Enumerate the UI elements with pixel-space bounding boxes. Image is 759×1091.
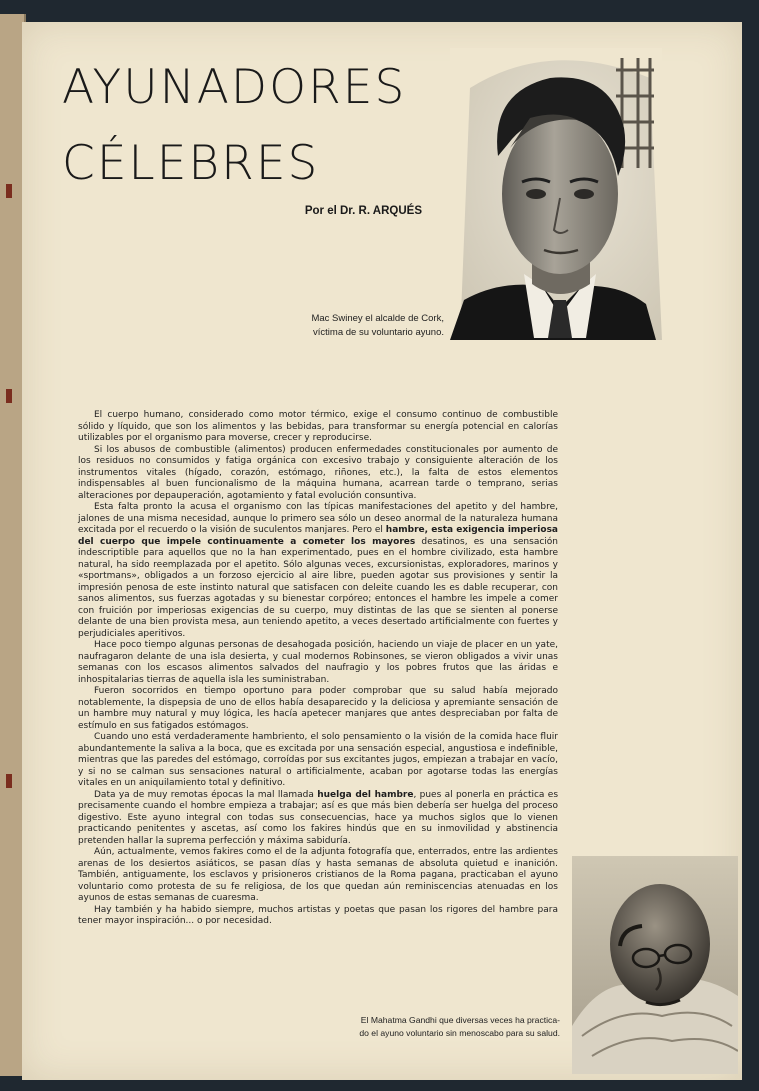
article-paragraph — [78, 790, 558, 848]
article-title-line-1: AYUNADORES — [62, 60, 407, 115]
paragraph-text: Si los abusos de combustible (alimentos) producen enfermedades constitucionales por aumento de los residuos no consumidos y fatiga orgánica con excesivo trabajo y consiguiente alteración de los instrumentos vitales (hígado, corazón, estómago, riñones, etc.), la falta de estos elementos indispensables al buen funcionalismo de la máquina humana, acarrean tarde o temprano, serias alteraciones por depauperación, agotamiento y fatal evolución consuntiva. — [78, 444, 558, 501]
article-paragraph — [78, 640, 558, 686]
emphasized-text: hambre, esta exigencia imperiosa del cuerpo que impele continuamente a cometer los mayores — [78, 525, 558, 547]
article-paragraph — [78, 732, 558, 790]
paragraph-text: El cuerpo humano, considerado como motor térmico, exige el consumo continuo de combustible sólido y líquido, que son los alimentos y las bebidas, para transformar su energía potencial en calorías utilizables por el organismo para moverse, crecer y reproducirse. — [78, 410, 558, 443]
paragraph-text: desatinos, es una sensación indescriptible para aquellos que no la han experimentado, pues en el hombre civilizado, esta hambre natural, ha sido reemplazada por el apetito. Sólo algunas veces, excursionistas, exploradores, marinos y «sportmans», obligados a un forzoso ejercicio al aire libre, pueden agotar sus provisiones y sentir la impresión penosa de este instinto natural que satisfacen con deleite cuando les es dable recuperar, con sanos alimentos, sus fuerzas agotadas y su bienestar corpóreo; entonces el hambre les impele a comer con fruición por imperiosas exigencias de su cuerpo, muy distintas de las que se sienten al ponerse delante de una bien provista mesa, aun teniendo apetito, a veces desertado artificialmente con fuertes y perjudiciales aperitivos. — [78, 536, 558, 639]
article-paragraph — [78, 502, 558, 640]
magazine-page — [22, 22, 742, 1080]
paragraph-text: Fueron socorridos en tiempo oportuno para poder comprobar que su salud había mejorado notablemente, la dispepsia de uno de ellos había desaparecido y la deliciosa y apremiante sensación de un hambre muy natural y muy lógica, les hacía apetecer manjares que antes despreciaban por falta de estímulo en sus fatigados estómagos. — [78, 686, 558, 731]
article-title-line-2: CÉLEBRES — [62, 136, 320, 191]
article-paragraph — [78, 410, 558, 445]
paragraph-text: Cuando uno está verdaderamente hambriento, el solo pensamiento o la visión de la comida hace fluir abundantemente la saliva a la boca, que es excitada por una sensación especial, angustiosa e indefinible, mientras que las paredes del estómago, corroídas por sus excitantes jugos, empiezan a trabajar en vacío, y si no se calman sus sensaciones natural o artificialmente, acaban por agotarse todas las energías vitales en un aniquilamiento total y definitivo. — [78, 732, 558, 788]
binding-strap — [6, 184, 12, 198]
paragraph-text: Hay también y ha habido siempre, muchos artistas y poetas que pasan los rigores del hambre para tener mayor inspiración... o por necesidad. — [78, 904, 558, 926]
article-byline: Por el Dr. R. ARQUÉS — [304, 205, 422, 217]
binding-strap — [6, 389, 12, 403]
article-paragraph — [78, 905, 558, 928]
paragraph-text: , pues al ponerla en práctica es precisamente cuando el hombre empieza a trabajar; así es que más bien debería ser huelga del proceso digestivo. Este ayuno integral con todas sus consecuencias, hace ya muchos siglos que lo vienen practicando penitentes y ascetas, así como los fakires hindús que en su inmovilidad y abstinencia pretenden hallar la suprema perfección y máxima sabiduría. — [78, 789, 559, 846]
article-paragraph — [78, 445, 558, 503]
paragraph-text: Aún, actualmente, vemos fakires como el de la adjunta fotografía que, enterrados, entre las ardientes arenas de los desiertos asiáticos, se pasan días y hasta semanas de absoluta quietud e inanición. También, antiguamente, los esclavos y prisioneros cristianos de la Roma pagana, practicaban el ayuno voluntario como protesta de su fe religiosa, de los que quedan aún reminiscencias atenuadas en los ayunos de estas semanas de cuaresma. — [78, 847, 558, 903]
paragraph-text: Data ya de muy remotas épocas la mal llamada — [94, 789, 318, 800]
portrait-caption: Mac Swiney el alcalde de Cork, víctima de su voluntario ayuno. — [311, 313, 444, 338]
paragraph-text: Esta falta pronto la acusa el organismo con las típicas manifestaciones del apetito y del hambre, jalones de una misma necesidad, aunque lo primero sea sólo un deseo anormal de la naturaleza humana excitada por el recuerdo o la visión de suculentos manjares. Pero el — [78, 502, 558, 535]
portrait-photo-gandhi — [572, 856, 738, 1074]
article-paragraph — [78, 847, 558, 905]
article-body — [78, 410, 558, 928]
portrait-photo-mac-swiney — [450, 48, 662, 340]
binding-strap — [6, 774, 12, 788]
paragraph-text: Hace poco tiempo algunas personas de desahogada posición, haciendo un viaje de placer en un yate, naufragaron delante de una isla desierta, y cual modernos Robinsones, se vieron obligados a vivir unas semanas con los escasos alimentos salvados del naufragio y los pobres frutos que las áridas e inhospitalarias tierras de aquella isla les suministraban. — [78, 640, 558, 685]
article-paragraph — [78, 686, 558, 732]
emphasized-text: huelga del hambre — [317, 789, 414, 800]
gandhi-caption: El Mahatma Gandhi que diversas veces ha practica- do el ayuno voluntario sin menoscabo para su salud. — [359, 1015, 560, 1038]
